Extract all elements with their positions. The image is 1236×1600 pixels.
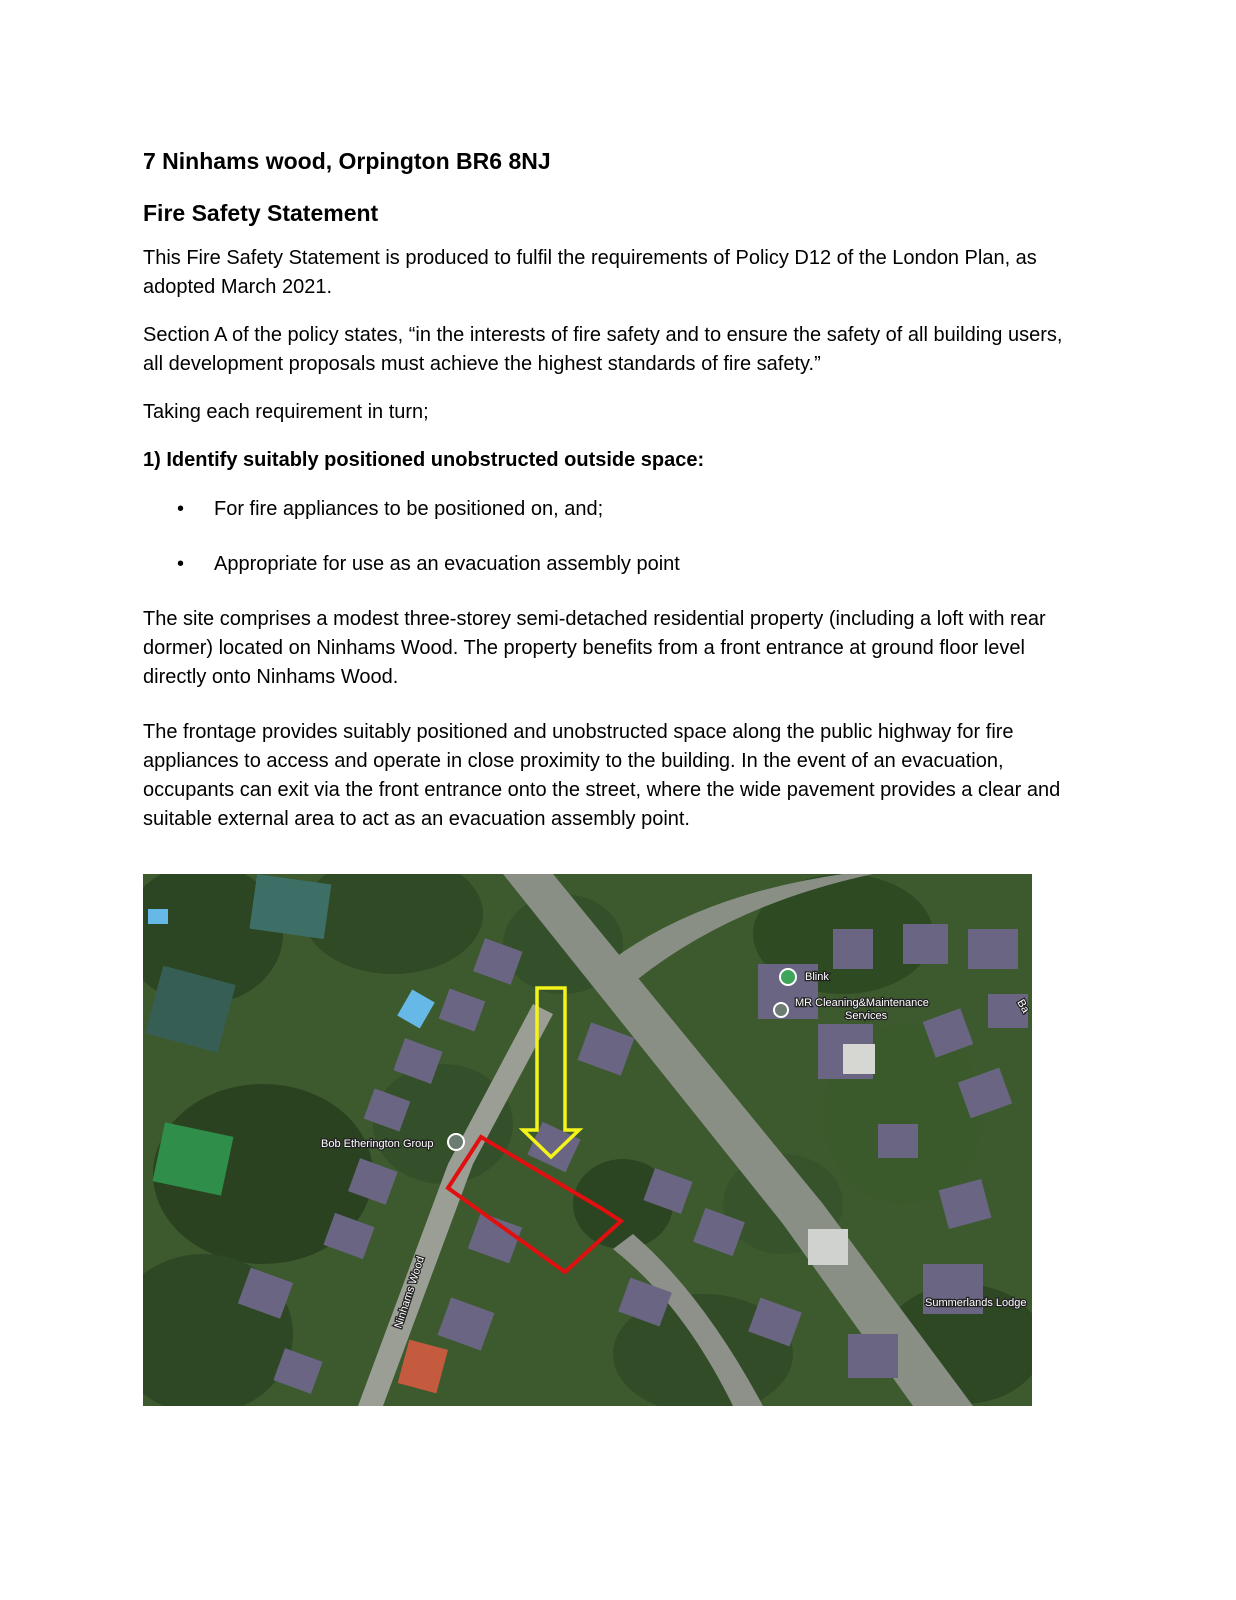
map-label-summerlands: Summerlands Lodge — [925, 1297, 1027, 1309]
list-item — [143, 550, 1083, 579]
aerial-map-image — [143, 874, 1032, 1406]
map-label-blink: Blink — [805, 971, 829, 983]
frontage-description-paragraph: The frontage provides suitably positioned and unobstructed space along the public highway for fire appliances to access and operate in close proximity to the building. In the event of an evacuation, occupants can exit via the front entrance onto the street, where the wide pavement provides a clear and suitable external area to act as an evacuation assembly point. — [143, 721, 1061, 830]
map-pin-icon — [448, 1134, 464, 1150]
document-subtitle: Fire Safety Statement — [143, 200, 379, 226]
requirement-1-bullets — [143, 495, 1083, 579]
white-roof-building — [808, 1229, 848, 1265]
bullet-text: For fire appliances to be positioned on, and; — [214, 498, 604, 520]
section-a-paragraph: Section A of the policy states, “in the interests of fire safety and to ensure the safety of all building users, all development proposals must achieve the highest standards of fire safety.” — [143, 324, 1063, 375]
map-label-ninhams-wood: Ninhams Wood — [392, 1254, 428, 1330]
aerial-map-svg — [143, 874, 1032, 1406]
map-label-mr-cleaning: MR Cleaning&Maintenance — [795, 997, 929, 1009]
map-label-edge: Ba — [1014, 997, 1032, 1016]
swimming-pool — [148, 909, 168, 924]
taking-each-paragraph: Taking each requirement in turn; — [143, 401, 429, 423]
white-roof-building — [843, 1044, 875, 1074]
site-description-paragraph: The site comprises a modest three-storey semi-detached residential property (including a loft with rear dormer) located on Ninhams Wood. The property benefits from a front entrance at ground floor level directly onto Ninhams Wood. — [143, 608, 1046, 688]
map-label-bob-etherington: Bob Etherington Group — [321, 1138, 434, 1150]
bullet-text: Appropriate for use as an evacuation assembly point — [214, 553, 680, 575]
bullet-icon: • — [177, 498, 185, 520]
tennis-court — [249, 874, 331, 939]
bullet-icon: • — [177, 553, 185, 575]
map-pin-icon — [780, 969, 796, 985]
map-pin-icon — [774, 1003, 788, 1017]
requirement-1-heading: 1) Identify suitably positioned unobstructed outside space: — [143, 449, 705, 471]
document-title: 7 Ninhams wood, Orpington BR6 8NJ — [143, 148, 551, 174]
map-label-services: Services — [845, 1010, 888, 1022]
document-body — [143, 142, 1083, 834]
list-item — [143, 495, 1083, 524]
intro-paragraph: This Fire Safety Statement is produced to fulfil the requirements of Policy D12 of the London Plan, as adopted March 2021. — [143, 247, 1037, 298]
